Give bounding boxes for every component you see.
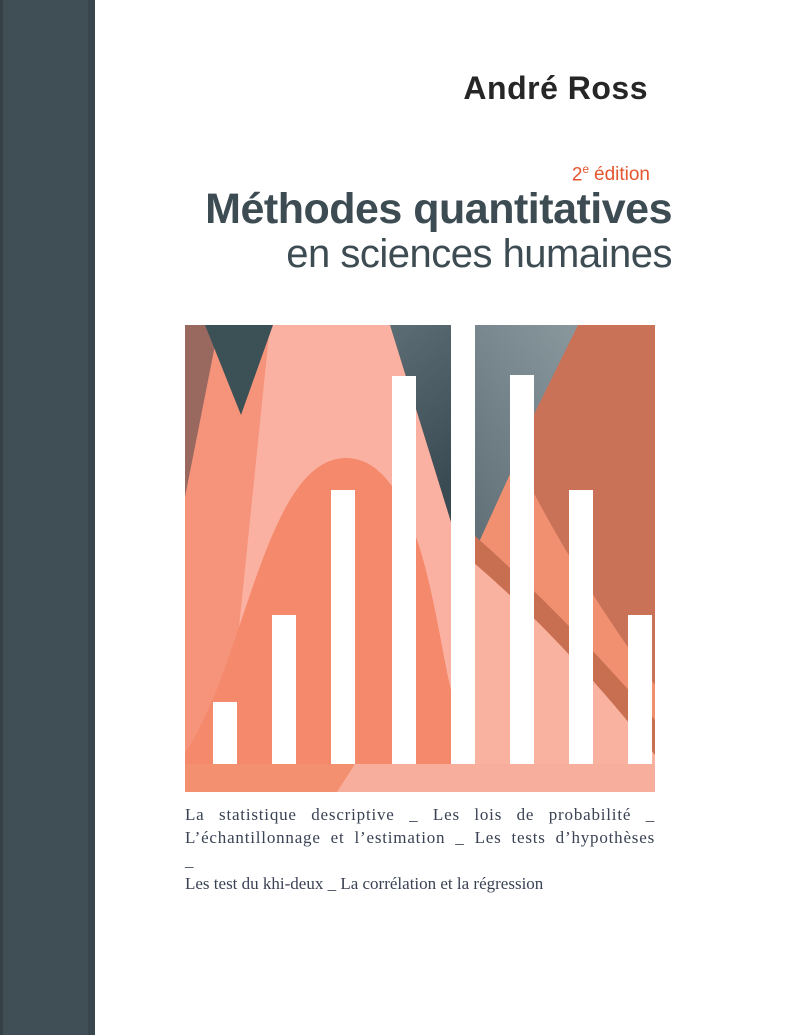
histogram-bar — [628, 615, 652, 764]
histogram-bar — [272, 615, 296, 764]
abstract-histogram-artwork — [185, 325, 655, 792]
book-spine-bar — [0, 0, 95, 1035]
topics-line-3: Les test du khi-deux _ La corrélation et la régression — [185, 874, 544, 893]
book-subtitle: en sciences humaines — [286, 232, 672, 277]
right-panel — [474, 325, 655, 792]
histogram-bar — [451, 325, 475, 764]
edition-number: 2 — [571, 164, 583, 186]
edition-word: édition — [594, 164, 650, 186]
bottom-band — [185, 764, 655, 792]
topics-block — [185, 803, 655, 895]
author-name: André Ross — [463, 70, 648, 106]
histogram-bar — [392, 376, 416, 764]
edition-superscript: e — [582, 163, 589, 176]
histogram-bar — [213, 702, 237, 764]
title-block — [205, 163, 672, 277]
book-title: Méthodes quantitatives — [205, 185, 672, 234]
histogram-bar — [569, 490, 593, 764]
topics-line-2: L’échantillonnage et l’estimation _ Les tests d’hypothèses _ — [185, 828, 655, 870]
cover-illustration — [185, 325, 655, 792]
topics-line-1: La statistique descriptive _ Les lois de probabilité _ — [185, 805, 655, 824]
histogram-bar — [331, 490, 355, 764]
histogram-bar — [510, 375, 534, 764]
edition-label — [205, 163, 650, 186]
